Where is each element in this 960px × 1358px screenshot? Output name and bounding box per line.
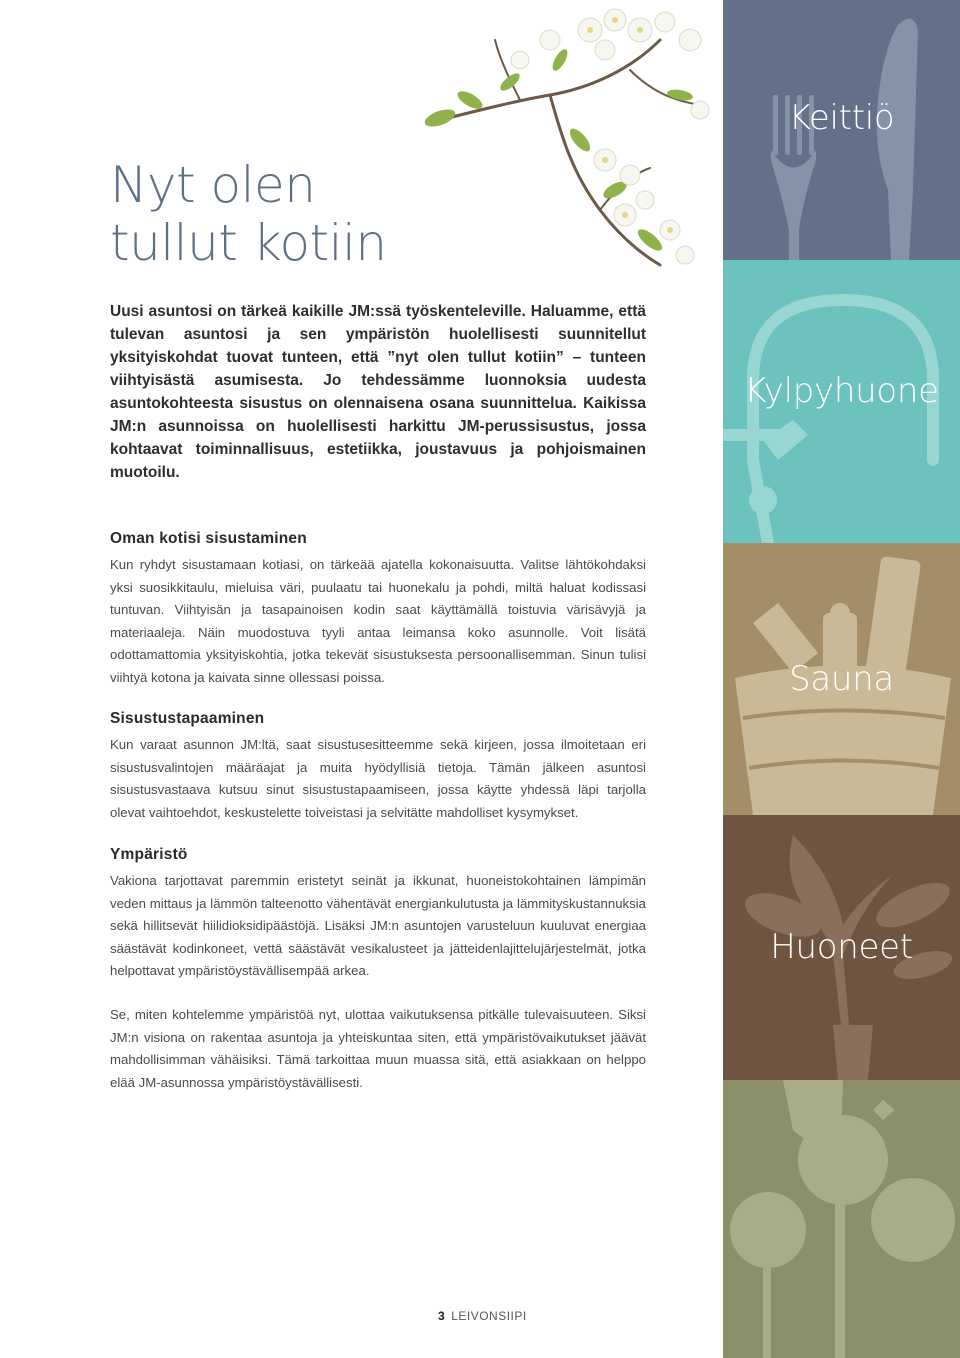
garden-plants-icon <box>723 1080 960 1358</box>
section-heading: Oman kotisi sisustaminen <box>110 530 307 547</box>
section-body: Kun ryhdyt sisustamaan kotiasi, on tärkeää ajatella kokonaisuutta. Valitse lähtökohdaksi yksi suosikkitaulu, mieluisa väri, puulaatu tai huonekalu ja pohdi, miltä haluat kodissasi tuntuvan. Viihtyisän ja tasapainoisen kodin saat käyttämällä toistuvia värisävyjä ja materiaaleja. Näin muodostuva tyyli antaa leimansa koko asunnolle. Voit lisätä odottamattomia yksityiskohtia, jotka tekevät sisustuksesta persoonallisemman. Sinun tulisi viihtyä kotona ja kaivata sinne ollessasi poissa. <box>110 557 646 685</box>
category-rail <box>723 0 960 1358</box>
section-future <box>110 1004 646 1094</box>
page-title <box>110 156 440 272</box>
bathroom-label[interactable]: Kylpyhuone <box>744 371 939 411</box>
section-meeting <box>110 710 646 824</box>
page-number: 3 <box>438 1309 446 1323</box>
title-line-2: tullut kotiin <box>110 213 387 272</box>
section-environment <box>110 846 646 983</box>
bathroom-panel <box>723 260 960 543</box>
lead-paragraph <box>110 300 646 484</box>
section-heading: Sisustustapaaminen <box>110 710 265 727</box>
section-interior <box>110 530 646 690</box>
section-heading: Ympäristö <box>110 846 188 863</box>
rooms-label[interactable]: Huoneet <box>770 927 913 967</box>
section-body: Vakiona tarjottavat paremmin eristetyt seinät ja ikkunat, huoneistokohtainen lämpimän veden mittaus ja lämmön talteenotto vähentävät energiankulutusta ja lämmityskustannuksia sekä hillitsevät hiilidioksidipäästöjä. Lisäksi JM:n asuntojen varusteluun kuuluvat energiaa säästävät kodinkoneet, vettä säästävät vesikalusteet ja jätteidenlajittelujärjestelmät, jotka helpottavat ympäristöystävällisempää arkea. <box>110 873 646 979</box>
section-body: Kun varaat asunnon JM:ltä, saat sisustusesitteemme sekä kirjeen, jossa ilmoitetaan eri sisustusvalintojen määräajat ja muita hyödyllisiä tietoja. Tämän jälkeen asuntosi sisustusvastaava kutsuu sinut sisustustapaamiseen, jossa käytte yhdessä läpi tarjolla olevat vaihtoehdot, keskustelette toiveistasi ja selvitätte mahdolliset kysymykset. <box>110 737 646 820</box>
title-line-1: Nyt olen <box>110 155 316 214</box>
kitchen-label[interactable]: Keittiö <box>788 98 895 138</box>
blossom-branch-illustration <box>400 0 720 280</box>
kitchen-panel <box>723 0 960 260</box>
garden-panel <box>723 1080 960 1358</box>
page-footer <box>438 1309 527 1323</box>
publication-name: LEIVONSIIPI <box>451 1309 527 1323</box>
sauna-label[interactable]: Sauna <box>789 659 894 699</box>
section-body: Se, miten kohtelemme ympäristöä nyt, ulottaa vaikutuksensa pitkälle tulevaisuuteen. Siksi JM:n visiona on rakentaa asuntoja ja yhteiskuntaa siten, että ympäristövaikutukset jäävät mahdollisimman vähäisiksi. Tämä tarkoittaa muun muassa sitä, että asiakkaan on helppo elää JM-asunnossa ympäristöystävällisesti. <box>110 1007 646 1090</box>
sauna-panel <box>723 543 960 815</box>
lead-text: Uusi asuntosi on tärkeä kaikille JM:ssä työskenteleville. Haluamme, että tulevan asuntosi ja sen ympäristön huolellisesti suunnitellut yksityiskohdat tuovat tunteen, että ”nyt olen tullut kotiin” – tunteen viihtyisästä asumisesta. Jo tehdessämme luonnoksia uudesta asuntokohteesta sisustus on olennaisena osana suunnittelua. Kaikissa JM:n asunnoissa on huolellisesti harkittu JM-perussisustus, jossa kohtaavat toiminnallisuus, estetiikka, joustavuus ja pohjoismainen muotoilu. <box>110 303 646 481</box>
rooms-panel <box>723 815 960 1080</box>
